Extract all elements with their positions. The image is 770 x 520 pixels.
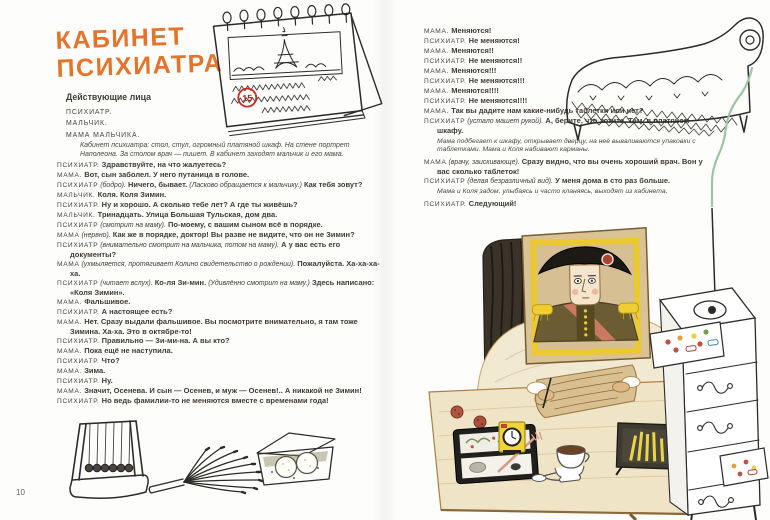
stage-direction: Мама подбегает к шкафу, открывает дверцу, на неё вываливаются упаковки с таблетками. Мама и Коля набивают карманы. — [437, 137, 696, 153]
desk-leg — [630, 514, 636, 520]
cradle-balls — [85, 464, 133, 472]
speech-text: Фальшивое. — [82, 297, 131, 306]
dialogue-line — [57, 297, 382, 307]
cast-item: МАЛЬЧИК. — [66, 120, 108, 128]
newtons-cradle-illustration — [64, 412, 152, 506]
dialogue-line — [57, 317, 382, 336]
stage-note: (смотрит на маму). — [98, 222, 166, 229]
stage-note: (делая безразличный вид). — [465, 177, 553, 185]
speaker-name: МАМА. — [57, 319, 83, 326]
right-hand — [613, 382, 630, 392]
napoleon-portrait — [522, 228, 650, 364]
dialogue-line — [57, 160, 382, 170]
chapter-title — [55, 21, 224, 83]
speaker-name: МАМА — [424, 158, 447, 166]
dialogue-line — [57, 366, 382, 376]
calendar-illustration — [202, 2, 392, 144]
ball — [297, 453, 318, 474]
speaker-name: ПСИХИАТР. — [57, 398, 100, 405]
psychiatrist-scene-illustration — [425, 130, 770, 520]
speaker-name: ПСИХИАТР — [57, 182, 99, 189]
speech-text: А настоящее есть? — [99, 307, 173, 316]
dialogue-line — [57, 259, 382, 278]
speech-text: Сразу видно, что вы очень хороший врач. Вон у вас сколько таблеток! — [437, 156, 703, 176]
speech-text: Меняются!!! — [449, 66, 497, 75]
speaker-name: МАМА. — [424, 48, 450, 55]
speaker-name: МАМА — [57, 232, 80, 239]
speaker-name: МАМА. — [57, 388, 83, 395]
speaker-name: ПСИХИАТР. — [424, 38, 467, 45]
speech-text: Что? — [99, 356, 120, 365]
speaker-name: ПСИХИАТР. — [57, 378, 100, 385]
speaker-name: МАМА. — [57, 368, 83, 375]
speaker-name: ПСИХИАТР. — [424, 201, 467, 209]
face — [570, 265, 601, 306]
speech-text: Здесь написано: «Коля Зимин». — [70, 278, 375, 297]
speaker-name: МАМА. — [424, 88, 450, 95]
speech-text: Значит, Осенева. И сын — Осенев, и муж — Осенев!.. А никакой не Зимин! — [82, 386, 362, 395]
speaker-name: ПСИХИАТР — [424, 177, 466, 185]
dialogue-line — [57, 346, 382, 356]
speech-text: Коля. Коля Зимин. — [95, 190, 167, 199]
speaker-name: МАМА. — [424, 68, 450, 75]
speaker-name: ПСИХИАТР — [57, 222, 99, 229]
speech-text: Меняются!! — [449, 46, 494, 55]
stage-note: (читает вслух). — [98, 280, 153, 287]
speech-text: Пока ещё не наступила. — [82, 346, 173, 355]
clock — [499, 422, 525, 454]
speaker-name: МАЛЬЧИК. — [57, 192, 96, 199]
dialogue-line — [57, 307, 382, 317]
epaulette — [618, 303, 638, 313]
dialogue-line — [57, 210, 382, 220]
ball — [276, 457, 297, 478]
dialogue-line — [57, 396, 382, 406]
speaker-name: ПСИХИАТР — [424, 118, 466, 125]
dialogue-line — [57, 170, 382, 180]
speech-text: По-моему, с вашим сыном всё в порядке. — [165, 220, 323, 229]
dialogue-line — [57, 336, 382, 346]
cast-item: МАМА МАЛЬЧИКА. — [66, 131, 141, 139]
speaker-name: ПСИХИАТР. — [424, 58, 467, 65]
dialogue-line — [57, 190, 382, 200]
epaulette — [532, 304, 552, 314]
speech-text: Так вы дадите нам какие-нибудь таблетки или нет? — [449, 106, 644, 115]
speaker-name: МАМА. — [57, 299, 83, 306]
speaker-name: МАМА. — [424, 28, 450, 35]
speaker-name: МАМА. — [424, 108, 450, 115]
stage-direction: Мама и Коля задом, улыбаясь и часто кланяясь, выходят из кабинета. — [437, 188, 668, 196]
speech-text: Следующий! — [466, 199, 517, 209]
page-number: 10 — [16, 488, 25, 497]
dialogue-line — [57, 240, 382, 259]
dialogue-line — [57, 220, 382, 230]
stage-note: (бодро). — [98, 182, 126, 189]
speech-text: А у вас есть его документы? — [70, 240, 341, 259]
spiral-rings — [223, 4, 351, 31]
stage-note: (Удивлённо смотрит на маму.) — [208, 280, 310, 287]
stage-note: (внимательно смотрит на мальчика, потом на маму). — [98, 242, 280, 249]
speech-text: Правильно — Зи-ми-на. А вы кто? — [99, 336, 230, 345]
speaker-name: МАМА — [57, 261, 80, 268]
cast-heading: Действующие лица — [66, 92, 152, 102]
speaker-name: ПСИХИАТР. — [57, 202, 100, 209]
speech-text: Тринадцать. Улица Большая Тульская, дом два. — [95, 210, 278, 219]
speech-text: Зима. — [82, 366, 106, 375]
speech-text: Не меняются!!!! — [466, 96, 528, 105]
stage-note: (устало машет рукой). — [465, 118, 544, 125]
box-illustration — [248, 426, 342, 492]
speech-text: Меняются! — [449, 26, 492, 35]
chapter-title-line1: КАБИНЕТ — [55, 22, 186, 55]
speech-text: Не меняются!! — [466, 56, 523, 65]
speech-text: Ничего, бывает. — [125, 180, 190, 189]
dialogue-line — [57, 230, 382, 240]
speech-text: Не меняются!!! — [466, 76, 525, 85]
dialogue-line — [57, 356, 382, 366]
cast-list — [66, 107, 140, 141]
speech-text: Не меняются! — [466, 36, 520, 45]
speech-text: Как тебя зовут? — [301, 180, 363, 189]
dialogue-line — [57, 200, 382, 210]
speaker-name: ПСИХИАТР. — [57, 358, 100, 365]
speaker-name: ПСИХИАТР. — [57, 309, 100, 316]
dialogue-line — [57, 386, 382, 396]
speaker-name: ПСИХИАТР — [57, 280, 99, 287]
opening-stage-direction: Кабинет психиатра: стол, стул, огромный платяной шкаф. На стене портрет Наполеона. За столом врач — пишет. В кабинет заходят мальчик и его мама. — [80, 142, 350, 158]
chapter-title-line2: ПСИХИАТРА — [56, 49, 224, 83]
speech-text: Но ведь фамилии-то не меняются вместе с временами года! — [99, 396, 329, 405]
stage-note: (ухмыляется, протягивает Колино свидетельство о рождении). — [79, 261, 296, 268]
calendar-day: 15 — [242, 92, 253, 104]
speech-text: Ну и хорошо. А сколько тебе лет? А где ты живёшь? — [99, 200, 298, 209]
dialogue-column-left — [57, 160, 382, 406]
stage-note: (нервно). — [79, 232, 111, 239]
stage-note: (врачу, заискивающе). — [446, 158, 520, 166]
speech-text: Ну. — [99, 376, 113, 385]
speech-text: Пожалуйста. Ха-ха-ха-ха. — [70, 259, 380, 278]
dialogue-line — [57, 278, 382, 297]
speaker-name: ПСИХИАТР. — [424, 98, 467, 105]
stage-note: (Ласково обращается к мальчику.) — [189, 182, 302, 189]
dialogue-line — [57, 180, 382, 190]
speech-text: Меняются!!!! — [449, 86, 499, 95]
speech-text: Ко-ля Зи-мин. — [152, 278, 209, 287]
speaker-name: ПСИХИАТР. — [57, 162, 100, 169]
speech-text: Нет. Сразу выдали фальшивое. Вы посмотрите внимательно, я там тоже Зимина. Ха-ха. Это в октябре-то! — [70, 317, 358, 336]
speaker-name: МАМА. — [57, 172, 83, 179]
cast-item: ПСИХИАТР. — [66, 109, 113, 116]
speaker-name: МАЛЬЧИК. — [57, 212, 96, 219]
speaker-name: МАМА. — [57, 348, 83, 355]
speech-text: А, берите, что хотите. Там, в платяном шкафу. — [437, 116, 690, 135]
speech-text: Здравствуйте, на что жалуетесь? — [99, 160, 227, 169]
dialogue-line — [57, 376, 382, 386]
speaker-name: ПСИХИАТР — [57, 242, 99, 249]
speech-text: Вот, сын заболел. У него путаница в голове. — [82, 170, 250, 179]
speech-text: Как же в порядке, доктор! Вы разве не видите, что он не Зимин? — [110, 230, 355, 239]
speech-text: У меня дома в сто раз больше. — [552, 175, 671, 185]
speaker-name: ПСИХИАТР. — [424, 78, 467, 85]
speaker-name: ПСИХИАТР. — [57, 338, 100, 345]
